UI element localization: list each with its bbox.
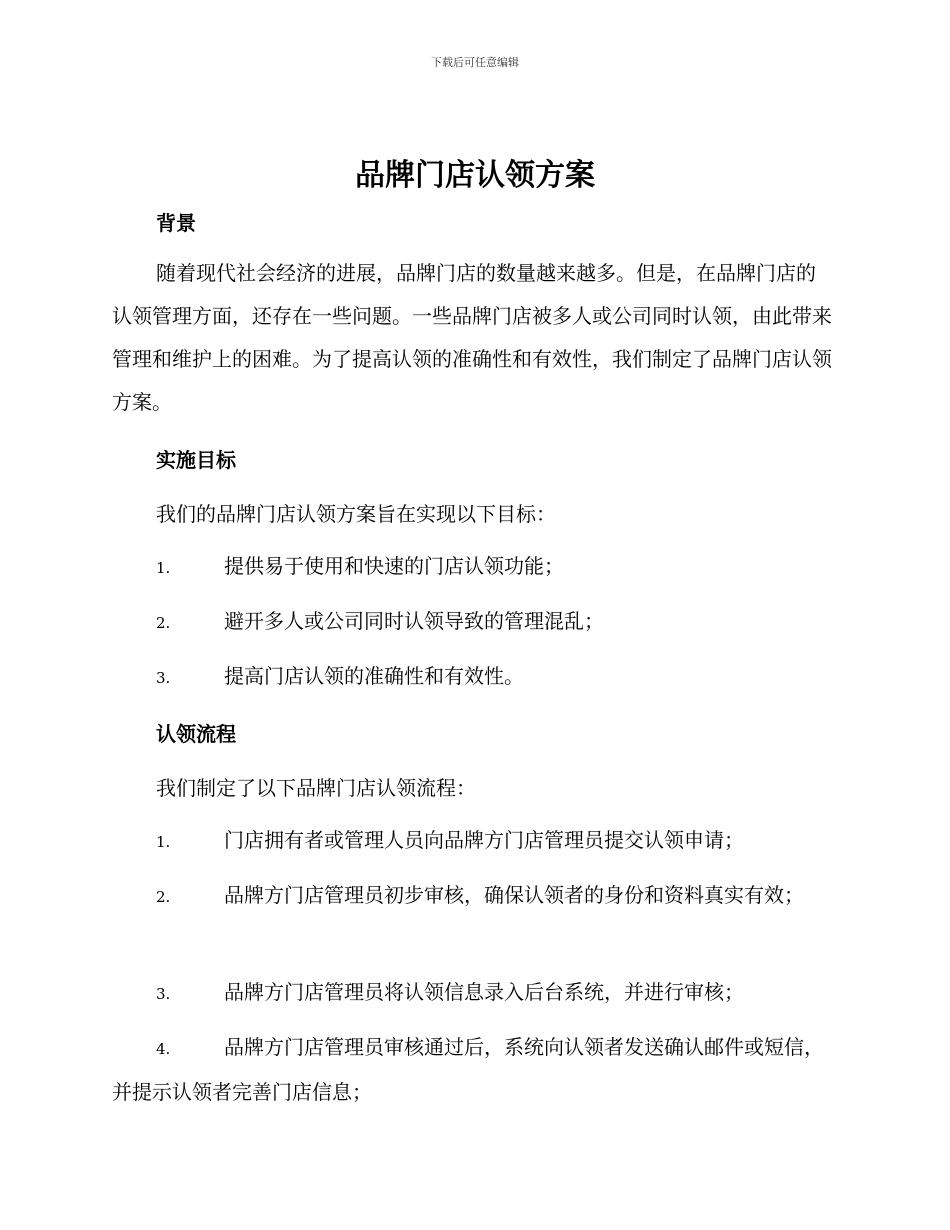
section-heading-process: 认领流程 — [156, 722, 236, 746]
document-title: 品牌门店认领方案 — [355, 158, 595, 193]
list-number: 3. — [156, 669, 171, 687]
section-heading-background: 背景 — [156, 211, 196, 235]
list-text: 品牌方门店管理员初步审核，确保认领者的身份和资料真实有效； — [224, 883, 804, 907]
background-paragraph: 随着现代社会经济的进展，品牌门店的数量越来越多。但是，在品牌门店的认领管理方面，还存在一些问题。一些品牌门店被多人或公司同时认领，由此带来管理和维护上的困难。为了提高认领的准确性和有效性，我们制定了品牌门店认领方案。 — [112, 261, 832, 414]
goal-item — [112, 545, 834, 590]
list-number: 3. — [156, 985, 171, 1003]
process-item — [112, 819, 834, 864]
process-item — [112, 971, 834, 1016]
list-text: 门店拥有者或管理人员向品牌方门店管理员提交认领申请； — [224, 828, 744, 852]
list-number: 2. — [156, 888, 171, 906]
process-item — [112, 874, 834, 919]
list-text: 提高门店认领的准确性和有效性。 — [224, 664, 524, 688]
list-text: 提供易于使用和快速的门店认领功能； — [224, 554, 564, 578]
list-number: 4. — [156, 1040, 171, 1058]
process-item — [112, 1026, 834, 1114]
list-number: 1. — [156, 559, 171, 577]
list-number: 2. — [156, 614, 171, 632]
list-number: 1. — [156, 833, 171, 851]
process-intro: 我们制定了以下品牌门店认领流程： — [156, 776, 476, 800]
list-text: 品牌方门店管理员审核通过后，系统向认领者发送确认邮件或短信，并提示认领者完善门店信息； — [112, 1035, 824, 1104]
list-text: 品牌方门店管理员将认领信息录入后台系统，并进行审核； — [224, 980, 744, 1004]
goal-item — [112, 655, 834, 700]
goals-intro: 我们的品牌门店认领方案旨在实现以下目标： — [156, 502, 556, 526]
section-heading-goals: 实施目标 — [156, 448, 236, 472]
page-header-note: 下载后可任意编辑 — [431, 56, 519, 69]
list-text: 避开多人或公司同时认领导致的管理混乱； — [224, 609, 604, 633]
goal-item — [112, 600, 834, 645]
